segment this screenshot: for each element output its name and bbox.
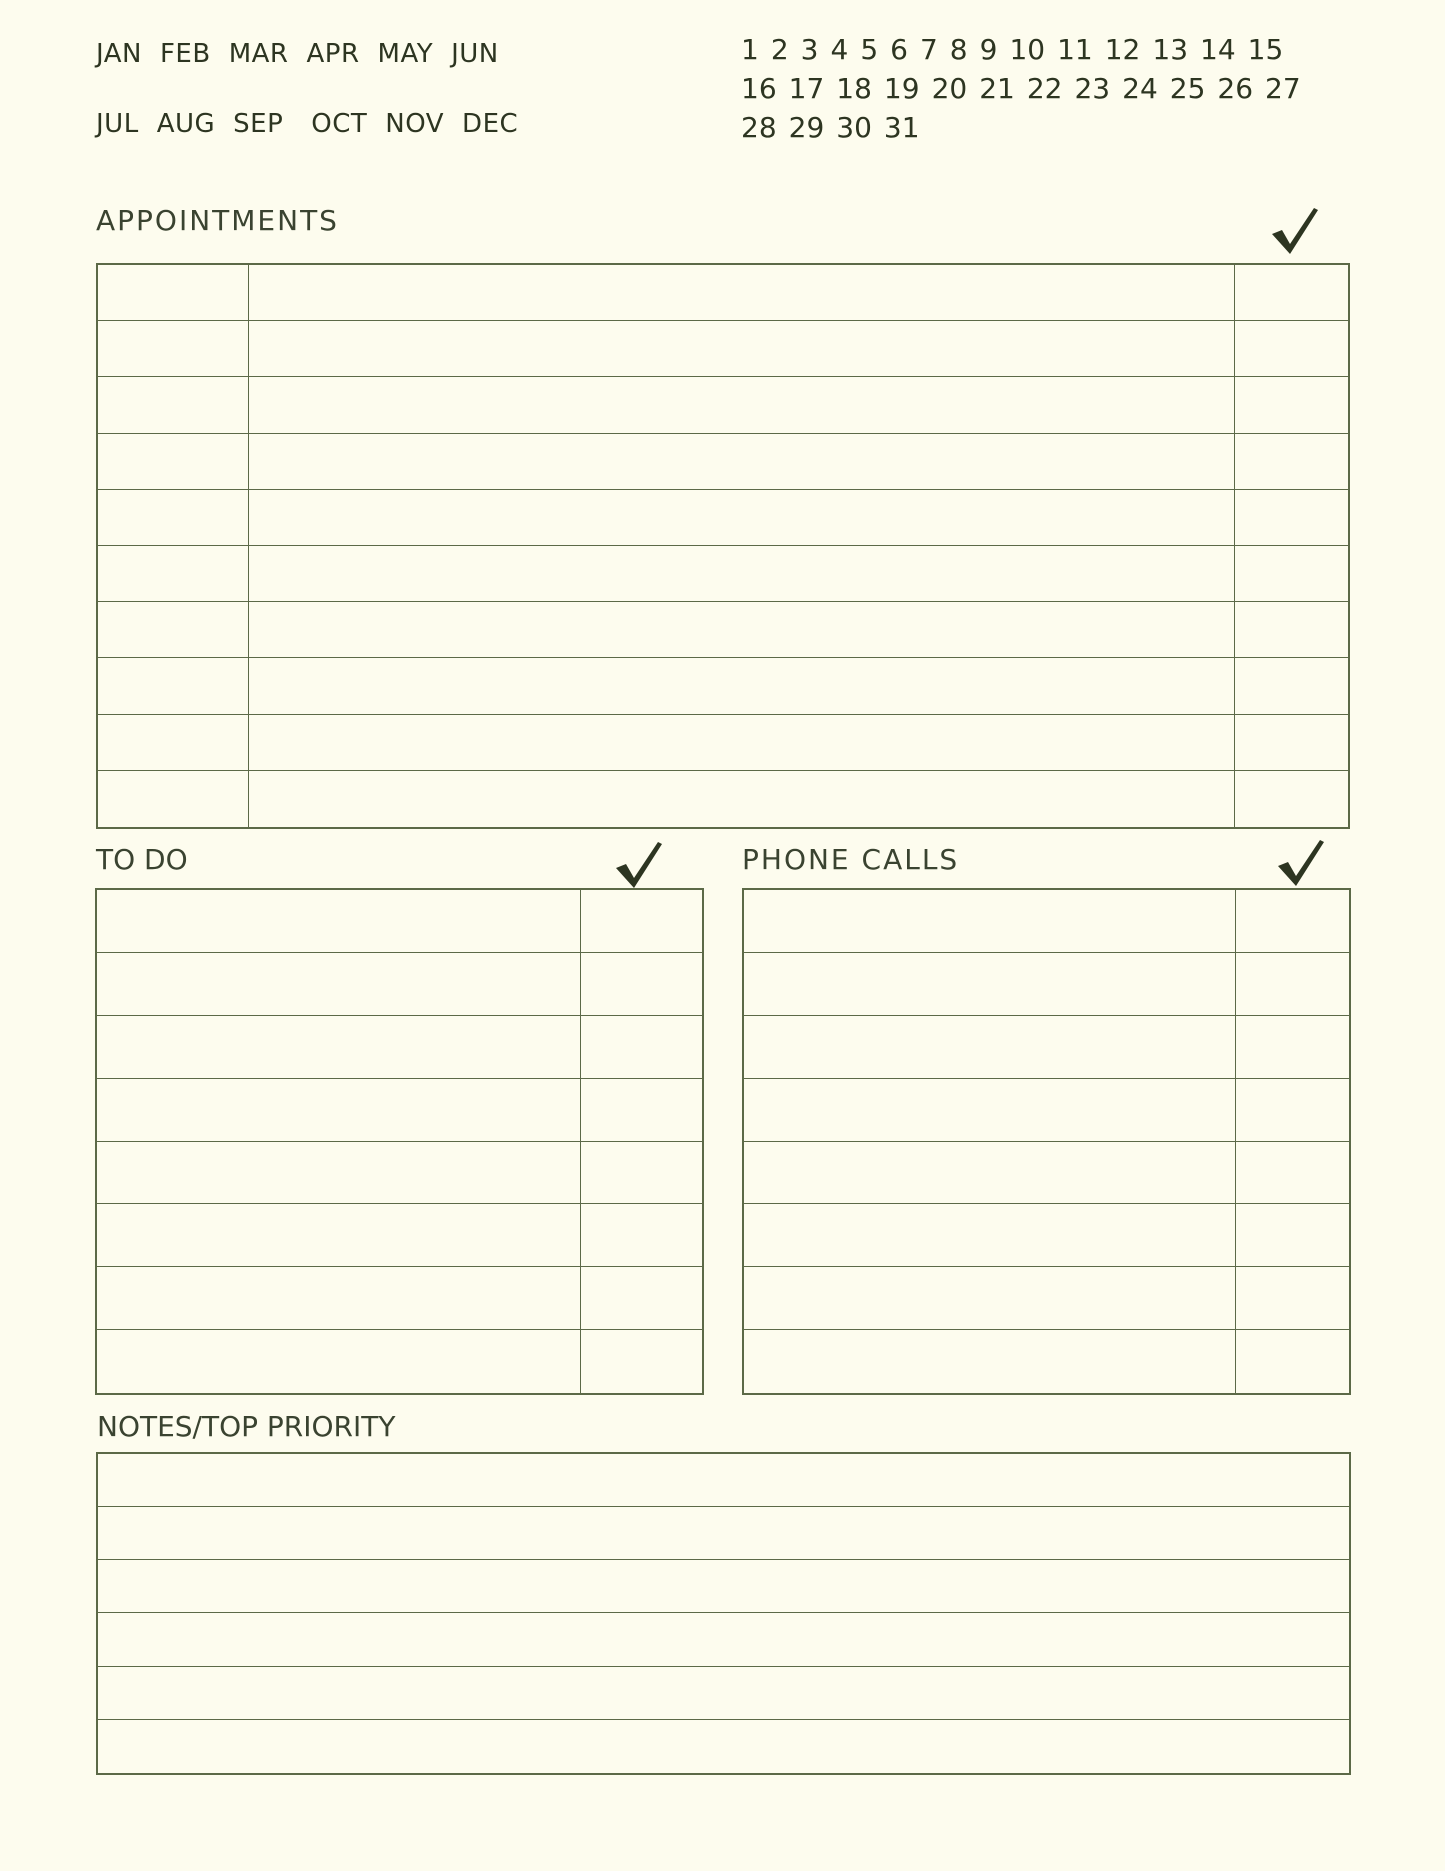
appointment-row	[98, 546, 1348, 602]
month-jan[interactable]: JAN	[96, 39, 142, 69]
appointment-entry-cell[interactable]	[249, 546, 1235, 601]
phone-call-entry-cell[interactable]	[744, 1079, 1236, 1141]
todo-entry-cell[interactable]	[97, 953, 581, 1015]
appointment-time-cell[interactable]	[98, 715, 249, 770]
appointment-check-cell[interactable]	[1235, 546, 1348, 601]
notes-row	[98, 1560, 1349, 1613]
todo-entry-cell[interactable]	[97, 1204, 581, 1266]
todo-row	[97, 953, 702, 1016]
day-6[interactable]: 6	[890, 33, 908, 66]
notes-row	[98, 1613, 1349, 1666]
day-1[interactable]: 1	[741, 33, 759, 66]
appointment-row	[98, 377, 1348, 433]
appointment-check-cell[interactable]	[1235, 321, 1348, 376]
notes-table	[96, 1452, 1351, 1775]
appointment-check-cell[interactable]	[1235, 434, 1348, 489]
appointment-row	[98, 434, 1348, 490]
todo-entry-cell[interactable]	[97, 890, 581, 952]
appointment-time-cell[interactable]	[98, 602, 249, 657]
day-28[interactable]: 28	[741, 111, 777, 144]
appointment-check-cell[interactable]	[1235, 658, 1348, 713]
day-23[interactable]: 23	[1074, 72, 1111, 105]
appointment-entry-cell[interactable]	[249, 602, 1235, 657]
appointment-entry-cell[interactable]	[249, 434, 1235, 489]
todo-check-cell[interactable]	[581, 1016, 702, 1078]
notes-line-cell[interactable]	[98, 1667, 1349, 1719]
todo-row	[97, 1267, 702, 1330]
todo-check-cell[interactable]	[581, 1267, 702, 1329]
todo-check-cell[interactable]	[581, 890, 702, 952]
appointment-entry-cell[interactable]	[249, 321, 1235, 376]
day-24[interactable]: 24	[1122, 72, 1158, 105]
check-icon	[1274, 836, 1328, 890]
day-22[interactable]: 22	[1026, 72, 1063, 105]
day-15[interactable]: 15	[1247, 33, 1284, 66]
day-11[interactable]: 11	[1057, 33, 1093, 66]
month-mar[interactable]: MAR	[228, 39, 289, 69]
day-9[interactable]: 9	[979, 33, 998, 66]
day-12[interactable]: 12	[1104, 33, 1141, 66]
todo-row	[97, 890, 702, 953]
todo-entry-cell[interactable]	[97, 1330, 581, 1393]
month-jul[interactable]: JUL	[96, 109, 139, 139]
month-jun[interactable]: JUN	[451, 39, 499, 69]
day-13[interactable]: 13	[1152, 33, 1189, 66]
day-26[interactable]: 26	[1217, 72, 1254, 105]
month-feb[interactable]: FEB	[159, 39, 211, 69]
notes-row	[98, 1454, 1349, 1507]
day-25[interactable]: 25	[1169, 72, 1206, 105]
appointment-row	[98, 490, 1348, 546]
phone-call-check-cell[interactable]	[1236, 1142, 1349, 1204]
notes-line-cell[interactable]	[98, 1560, 1349, 1612]
appointment-time-cell[interactable]	[98, 490, 249, 545]
day-20[interactable]: 20	[931, 72, 968, 105]
phone-calls-table	[742, 888, 1351, 1395]
day-18[interactable]: 18	[836, 72, 872, 105]
phone-call-entry-cell[interactable]	[744, 1016, 1236, 1078]
day-14[interactable]: 14	[1200, 33, 1236, 66]
appointment-check-cell[interactable]	[1235, 771, 1348, 827]
appointment-time-cell[interactable]	[98, 771, 249, 827]
notes-row	[98, 1667, 1349, 1720]
todo-check-cell[interactable]	[581, 1079, 702, 1141]
appointments-title: APPOINTMENTS	[96, 204, 339, 237]
month-selector	[96, 36, 566, 142]
appointment-entry-cell[interactable]	[249, 490, 1235, 545]
appointment-row	[98, 771, 1348, 827]
appointment-time-cell[interactable]	[98, 265, 249, 320]
day-4[interactable]: 4	[830, 33, 849, 66]
month-may[interactable]: MAY	[377, 39, 434, 69]
phone-call-row	[744, 1330, 1349, 1393]
todo-title: TO DO	[96, 843, 188, 876]
phone-call-entry-cell[interactable]	[744, 1330, 1236, 1393]
phone-call-check-cell[interactable]	[1236, 953, 1349, 1015]
notes-row	[98, 1720, 1349, 1773]
phone-call-check-cell[interactable]	[1236, 1267, 1349, 1329]
month-aug[interactable]: AUG	[156, 109, 216, 139]
todo-entry-cell[interactable]	[97, 1016, 581, 1078]
appointment-check-cell[interactable]	[1235, 265, 1348, 320]
appointment-entry-cell[interactable]	[249, 771, 1235, 827]
appointment-time-cell[interactable]	[98, 434, 249, 489]
month-dec[interactable]: DEC	[462, 109, 519, 139]
notes-line-cell[interactable]	[98, 1720, 1349, 1773]
appointment-row	[98, 265, 1348, 321]
day-selector	[741, 30, 1321, 147]
month-row-2	[96, 106, 566, 142]
appointment-check-cell[interactable]	[1235, 602, 1348, 657]
day-10[interactable]: 10	[1009, 33, 1046, 66]
appointment-time-cell[interactable]	[98, 377, 249, 432]
month-row-1	[96, 36, 566, 72]
day-30[interactable]: 30	[836, 111, 872, 144]
notes-line-cell[interactable]	[98, 1507, 1349, 1559]
notes-title: NOTES/TOP PRIORITY	[97, 1410, 396, 1443]
month-nov[interactable]: NOV	[385, 109, 445, 139]
phone-call-row	[744, 1267, 1349, 1330]
day-8[interactable]: 8	[949, 33, 968, 66]
phone-call-row	[744, 1142, 1349, 1205]
day-21[interactable]: 21	[979, 72, 1015, 105]
check-icon	[612, 838, 666, 892]
todo-entry-cell[interactable]	[97, 1079, 581, 1141]
phone-call-entry-cell[interactable]	[744, 1142, 1236, 1204]
appointment-row	[98, 602, 1348, 658]
month-oct[interactable]: OCT	[311, 109, 368, 139]
todo-table	[95, 888, 704, 1395]
phone-call-entry-cell[interactable]	[744, 1204, 1236, 1266]
phone-call-row	[744, 953, 1349, 1016]
phone-call-row	[744, 1016, 1349, 1079]
todo-entry-cell[interactable]	[97, 1267, 581, 1329]
appointment-check-cell[interactable]	[1235, 490, 1348, 545]
appointment-time-cell[interactable]	[98, 658, 249, 713]
notes-row	[98, 1507, 1349, 1560]
appointment-check-cell[interactable]	[1235, 377, 1348, 432]
appointment-time-cell[interactable]	[98, 546, 249, 601]
day-29[interactable]: 29	[788, 111, 825, 144]
day-3[interactable]: 3	[800, 33, 819, 66]
todo-check-cell[interactable]	[581, 1142, 702, 1204]
phone-call-check-cell[interactable]	[1236, 1330, 1349, 1393]
todo-check-cell[interactable]	[581, 953, 702, 1015]
phone-call-row	[744, 1204, 1349, 1267]
day-31[interactable]: 31	[883, 111, 920, 144]
appointment-row	[98, 321, 1348, 377]
appointment-entry-cell[interactable]	[249, 265, 1235, 320]
phone-call-row	[744, 1079, 1349, 1142]
todo-row	[97, 1016, 702, 1079]
day-19[interactable]: 19	[883, 72, 920, 105]
day-5[interactable]: 5	[860, 33, 879, 66]
day-16[interactable]: 16	[741, 72, 777, 105]
day-2[interactable]: 2	[770, 33, 789, 66]
todo-row	[97, 1330, 702, 1393]
phone-calls-title: PHONE CALLS	[742, 843, 960, 876]
phone-call-check-cell[interactable]	[1236, 1016, 1349, 1078]
todo-row	[97, 1079, 702, 1142]
day-7[interactable]: 7	[919, 33, 938, 66]
phone-call-entry-cell[interactable]	[744, 890, 1236, 952]
appointment-entry-cell[interactable]	[249, 658, 1235, 713]
appointment-time-cell[interactable]	[98, 321, 249, 376]
appointment-row	[98, 658, 1348, 714]
appointment-entry-cell[interactable]	[249, 377, 1235, 432]
phone-call-row	[744, 890, 1349, 953]
appointment-check-cell[interactable]	[1235, 715, 1348, 770]
phone-call-entry-cell[interactable]	[744, 1267, 1236, 1329]
appointment-row	[98, 715, 1348, 771]
phone-call-check-cell[interactable]	[1236, 1079, 1349, 1141]
todo-row	[97, 1204, 702, 1267]
todo-entry-cell[interactable]	[97, 1142, 581, 1204]
month-apr[interactable]: APR	[306, 39, 360, 69]
todo-check-cell[interactable]	[581, 1204, 702, 1266]
appointment-entry-cell[interactable]	[249, 715, 1235, 770]
notes-line-cell[interactable]	[98, 1454, 1349, 1506]
phone-call-entry-cell[interactable]	[744, 953, 1236, 1015]
phone-call-check-cell[interactable]	[1236, 1204, 1349, 1266]
check-icon	[1268, 204, 1322, 258]
month-sep[interactable]: SEP	[233, 109, 284, 139]
appointments-table	[96, 263, 1350, 829]
day-27[interactable]: 27	[1265, 72, 1301, 105]
day-17[interactable]: 17	[788, 72, 825, 105]
phone-call-check-cell[interactable]	[1236, 890, 1349, 952]
notes-line-cell[interactable]	[98, 1613, 1349, 1665]
todo-check-cell[interactable]	[581, 1330, 702, 1393]
todo-row	[97, 1142, 702, 1205]
